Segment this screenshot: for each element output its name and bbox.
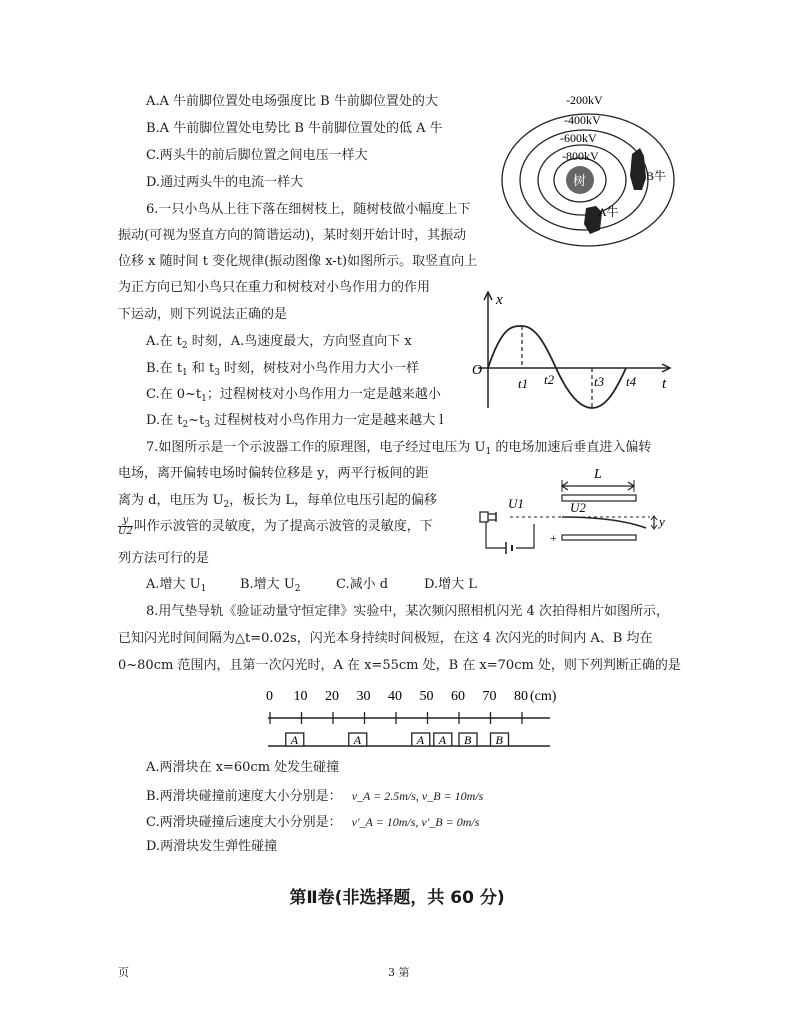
q5-option-d: D.通过两头牛的电流一样大 [146,175,304,190]
q6-option-c: C.在 $0\sim t_1$；过程树枝对小鸟作用力一定是越来越小 [146,387,441,404]
u2-label: U2 [570,500,586,515]
q7-line1: 7.如图所示是一个示波器工作的原理图，电子经过电压为 $U_1$ 的电场加速后垂直进入偏转 [146,440,652,457]
slider-block-label: B [464,733,472,747]
q7-line4: $\frac{y}{U2}$ 叫作示波管的灵敏度，为了提高示波管的灵敏度，下 [118,515,433,537]
slider-block-label: A [416,733,425,747]
ring-label-800: -800kV [562,149,599,163]
oscillation-graph [466,286,680,414]
sensitivity-fraction: $\frac{y}{U2}$ [118,515,133,537]
origin-label: O [472,363,483,378]
q6-option-d: D.在 $t_2\sim t_3$ 过程树枝对小鸟作用力一定是越来越大 l [146,413,444,430]
plus-sign: + [550,531,557,545]
oscilloscope-figure [474,462,680,560]
ring-label-200: -200kV [566,93,603,107]
ruler-unit: (cm) [530,689,557,704]
q6-stem-line4: 为正方向已知小鸟只在重力和树枝对小鸟作用力的作用 [118,280,431,295]
q7-options [146,576,477,594]
sine-curve [488,326,626,408]
q7-option-b: B.增大 $U_2$ [240,577,301,594]
axis-t-label: t [662,376,667,392]
q6-option-a: A.在 $t_2$ 时刻，A.鸟速度最大，方向竖直向下 x [146,334,412,351]
q8-option-b-formula: v_A = 2.5m/s, v_B = 10m/s [351,789,484,803]
ring-label-600: -600kV [560,131,597,145]
q8-line1: 8.用气垫导轨《验证动量守恒定律》实验中，某次频闪照相机闪光 4 次拍得相片如图所示， [146,604,669,619]
cow-a-label: A牛 [598,205,619,219]
slider-block-label: A [438,733,447,747]
q6-option-b: B.在 $t_1$ 和 $t_3$ 时刻，树枝对小鸟作用力大小一样 [146,361,420,378]
axis-x-label: x [496,292,503,308]
tick-t4: t4 [626,374,637,389]
ruler-tick-label: 30 [356,689,371,704]
q7-line3: 离为 d，电压为 $U_2$，板长为 L，每单位电压引起的偏移 [118,493,438,510]
tick-t3: t3 [594,374,605,389]
q8-line3: 0~80cm 范围内，且第一次闪光时，A 在 x=55cm 处，B 在 x=70cm 处，则下列判断正确的是 [118,658,681,673]
q8-option-b: B.两滑块碰撞前速度大小分别是： v_A = 2.5m/s, v_B = 10m/s [146,789,484,804]
ruler-tick-label: 80 [514,689,528,704]
plate-length-label: L [594,467,602,482]
q7-option-d: D.增大 L [424,577,477,592]
q5-option-a: A.A 牛前脚位置处电场强度比 B 牛前脚位置处的大 [146,94,438,109]
q7-line5: 列方法可行的是 [118,551,210,566]
q8-option-a: A.两滑块在 x=60cm 处发生碰撞 [146,760,340,775]
section-title: 第Ⅱ卷(非选择题，共 60 分) [289,888,505,908]
q5-option-b: B.A 牛前脚位置处电势比 B 牛前脚位置处的低 A 牛 [146,121,443,136]
q7-option-c: C.减小 d [336,577,389,592]
lower-plate [562,535,636,540]
electron-path [562,517,646,528]
q6-stem-line1: 6.一只小鸟从上往下落在细树枝上，随树枝做小幅度上下 [146,202,471,217]
electron-gun [480,512,496,522]
q7-line2: 电场，离开偏转电场时偏转位移是 y，两平行板间的距 [118,466,429,481]
tick-t2: t2 [544,372,555,387]
ruler-tick-label: 70 [482,689,497,704]
q8-line2: 已知闪光时间间隔为△t=0.02s，闪光本身持续时间极短，在这 4 次闪光的时间内 A、B 均在 [118,631,653,646]
deflection-label: y [659,514,665,529]
cow-b-label: B牛 [646,169,667,183]
slider-block-label: B [495,733,503,747]
ruler-tick-label: 40 [388,689,402,704]
footer-left: 页 [118,966,129,979]
slider-block-label: A [290,733,299,747]
ruler-tick-label: 60 [451,689,465,704]
cow-b-icon [630,148,646,190]
tree-label: 树 [573,173,587,188]
ruler-tick-label: 0 [266,689,273,704]
q8-option-d: D.两滑块发生弹性碰撞 [146,839,278,854]
tick-t1: t1 [518,376,529,391]
u1-label: U1 [508,496,524,511]
ruler-tick-label: 10 [293,689,308,704]
q8-option-c: C.两滑块碰撞后速度大小分别是： v'_A = 10m/s, v'_B = 0m/s [146,815,480,830]
q6-stem-line3: 位移 x 随时间 t 变化规律(振动图像 x-t)如图所示。取竖直向上 [118,254,478,269]
ring-label-400: -400kV [564,113,601,127]
slider-block-label: A [353,733,362,747]
q6-stem-line2: 振动(可视为竖直方向的简谐运动)，某时刻开始计时，其振动 [118,228,467,243]
equipotential-figure [500,88,680,248]
ruler-tick-label: 20 [325,689,339,704]
q5-option-c: C.两头牛的前后脚位置之间电压一样大 [146,148,368,163]
q7-option-a: A.增大 $U_1$ [146,577,207,594]
air-track-figure [260,682,580,754]
q6-stem-line5: 下运动，则下列说法正确的是 [118,307,288,322]
footer-page-number: 3 第 [388,966,410,979]
q8-option-c-formula: v'_A = 10m/s, v'_B = 0m/s [351,815,480,829]
ruler-tick-label: 50 [419,689,434,704]
